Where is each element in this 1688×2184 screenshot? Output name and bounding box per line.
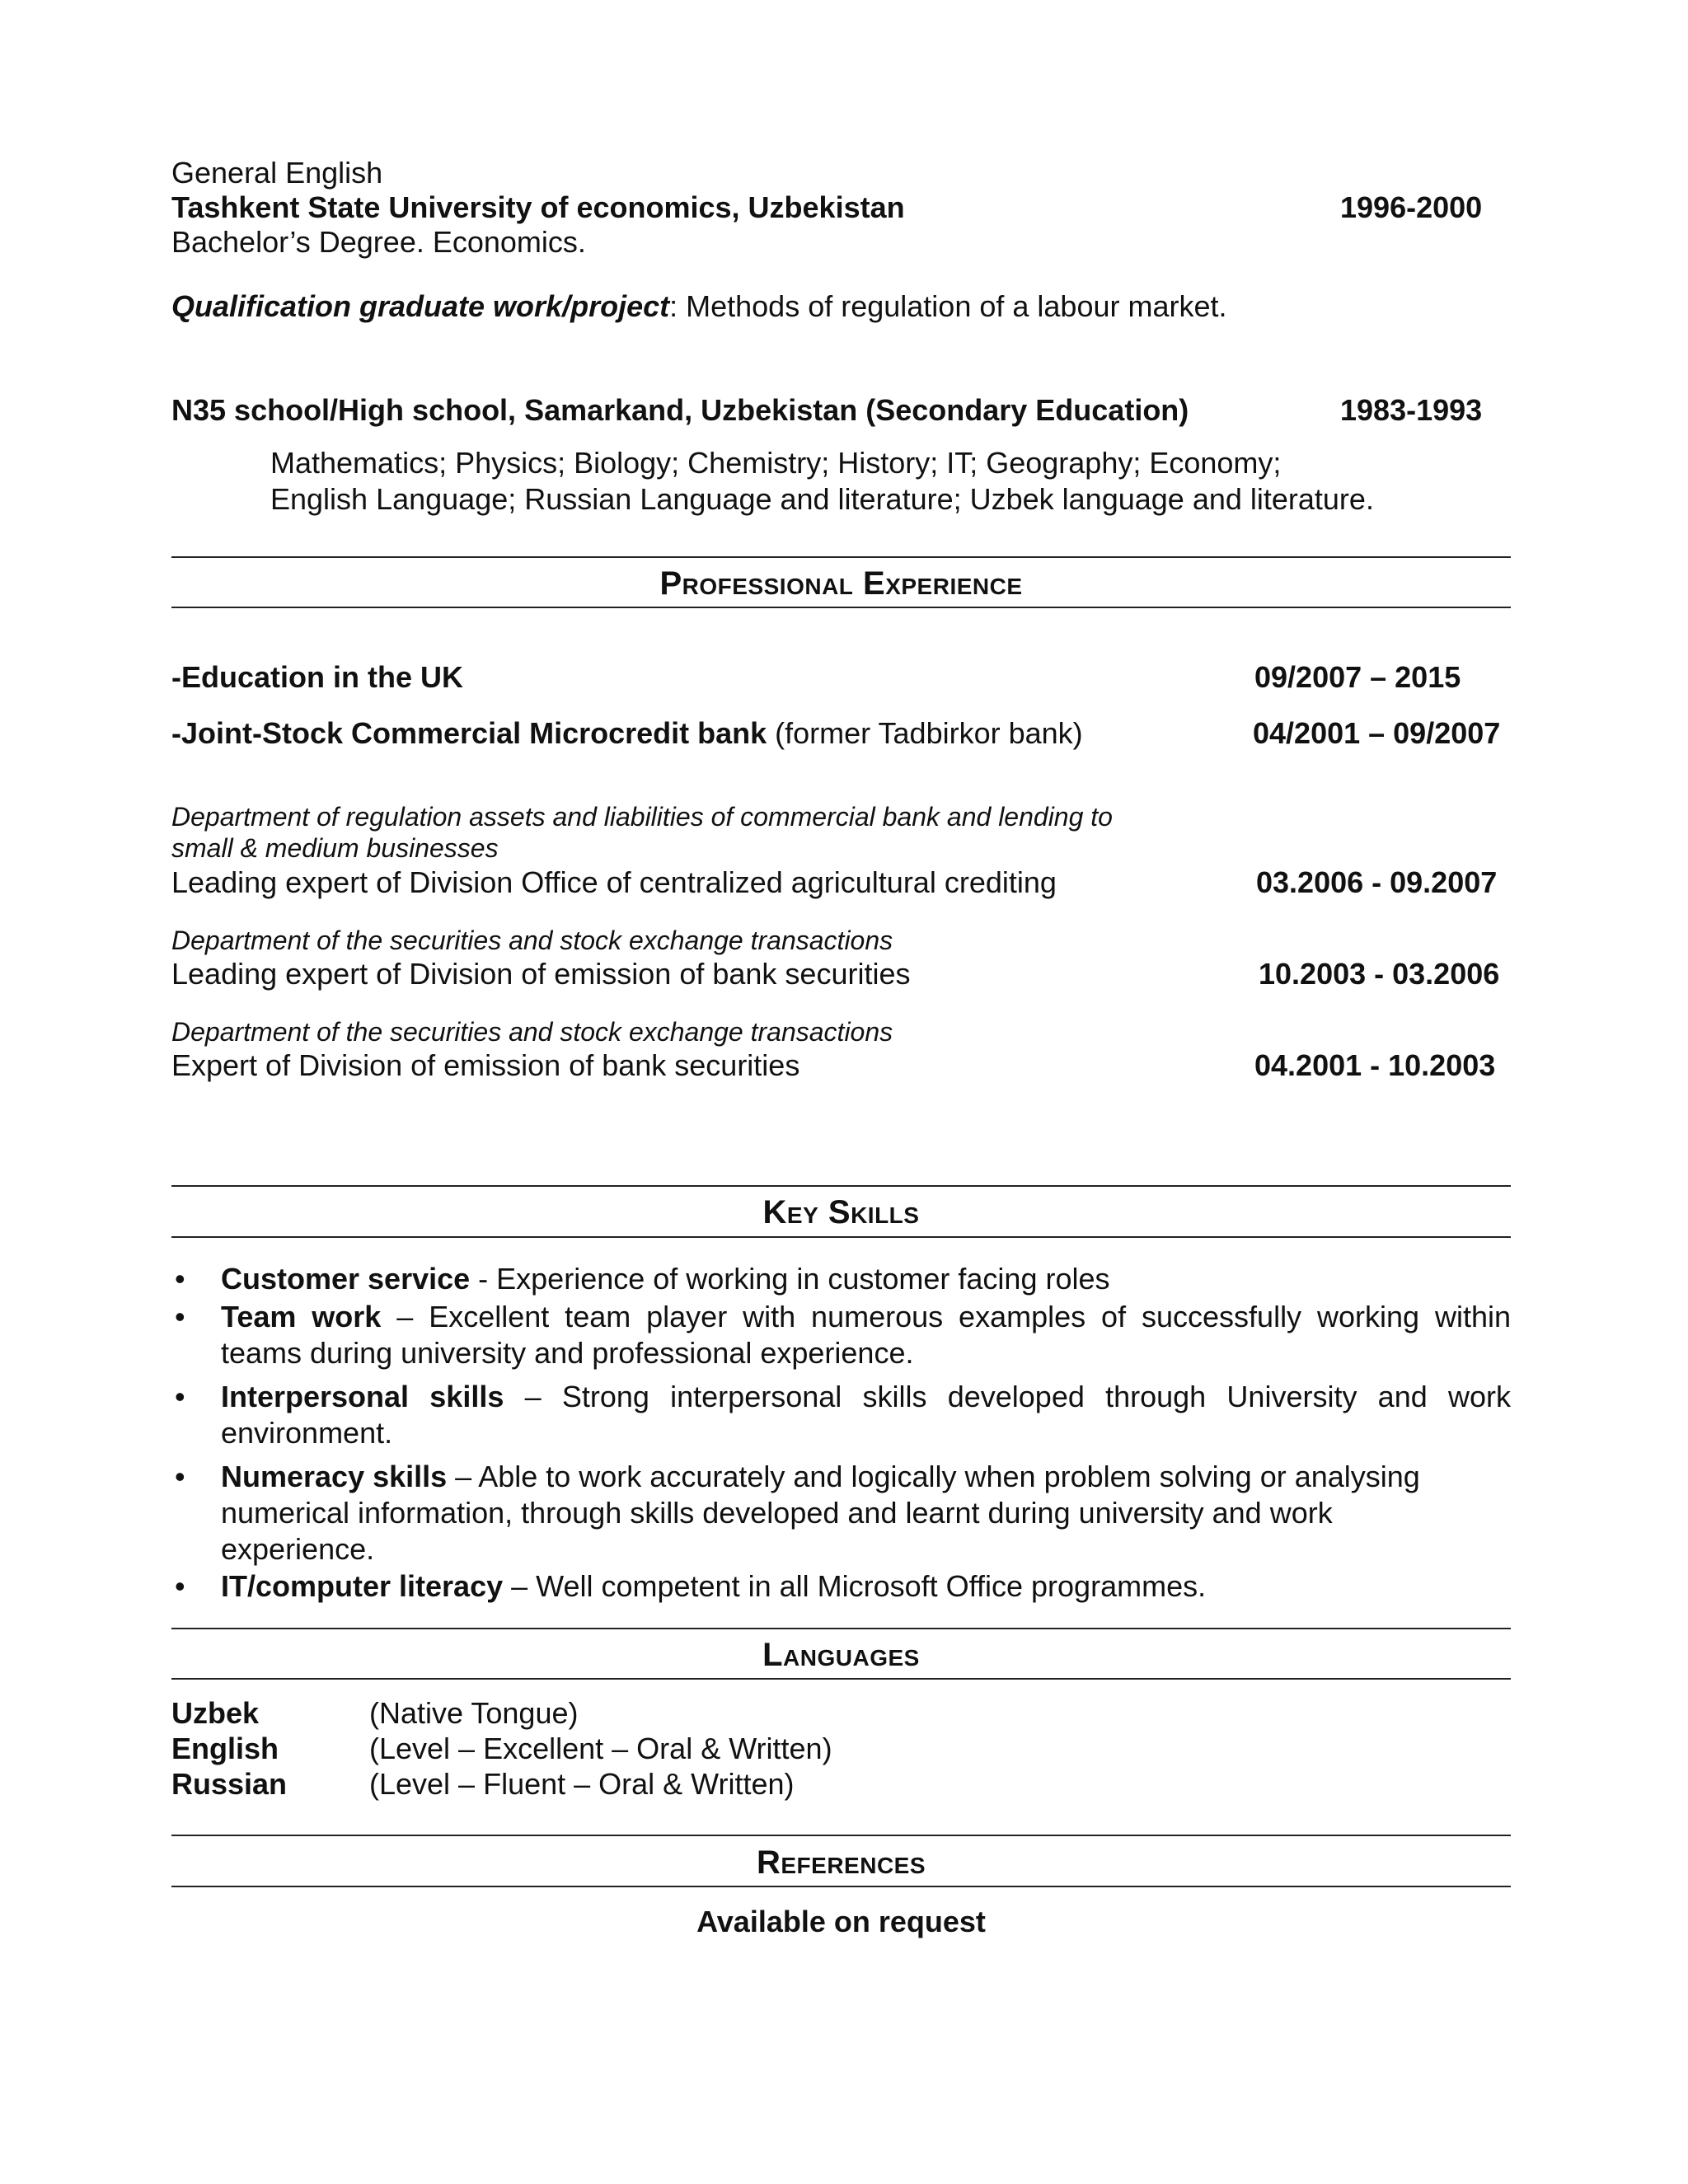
skill-item [171, 1459, 1511, 1568]
experience-uk-dates: 09/2007 – 2015 [1254, 660, 1461, 694]
language-level: (Level – Excellent – Oral & Written) [369, 1732, 832, 1765]
languages-rule-top [171, 1628, 1511, 1629]
role-department-line: small & medium businesses [171, 833, 499, 863]
experience-bank-title: -Joint-Stock Commercial Microcredit bank [171, 716, 767, 750]
skills-rule-top [171, 1185, 1511, 1187]
languages-rule-bottom [171, 1678, 1511, 1680]
experience-bank-note: (former Tadbirkor bank) [767, 716, 1083, 750]
school-subjects-line-1: Mathematics; Physics; Biology; Chemistry; History; IT; Geography; Economy; [270, 446, 1282, 480]
language-name: Russian [171, 1767, 288, 1801]
language-level: (Level – Fluent – Oral & Written) [369, 1767, 795, 1801]
school-years: 1983-1993 [1340, 393, 1483, 427]
bullet-dot: • [175, 1300, 185, 1333]
references-rule-top [171, 1835, 1511, 1836]
role-department-line: Department of regulation assets and liabilities of commercial bank and lending to [171, 802, 1113, 832]
graduate-project-text: Methods of regulation of a labour market. [678, 289, 1227, 323]
role-title: Leading expert of Division Office of centralized agricultural crediting [171, 865, 1057, 899]
experience-bank [171, 715, 1083, 751]
graduate-project [171, 288, 1227, 324]
role-dates: 03.2006 - 09.2007 [1256, 865, 1498, 899]
skill-text: numerical information, through skills developed and learnt during university and work [221, 1496, 1333, 1530]
bullet-dot: • [175, 1380, 185, 1413]
references-text: Available on request [696, 1905, 986, 1938]
university-name: Tashkent State University of economics, Uzbekistan [171, 190, 905, 224]
role-title: Leading expert of Division of emission of bank securities [171, 957, 911, 991]
languages-heading: Languages [762, 1637, 920, 1673]
education-prev-item: General English [171, 156, 383, 190]
school-name: N35 school/High school, Samarkand, Uzbekistan (Secondary Education) [171, 393, 1189, 427]
skill-label: Customer service [221, 1262, 471, 1296]
references-rule-bottom [171, 1886, 1511, 1887]
university-degree: Bachelor’s Degree. Economics. [171, 225, 586, 259]
skill-label: IT/computer literacy [221, 1569, 504, 1603]
language-name: English [171, 1732, 279, 1765]
skill-text: – Strong interpersonal skills developed through University and work environment. [221, 1380, 1511, 1450]
skill-item [171, 1568, 1511, 1605]
experience-uk-title: -Education in the UK [171, 660, 463, 694]
skills-rule-bottom [171, 1236, 1511, 1238]
bullet-dot: • [175, 1569, 185, 1603]
role-dates: 10.2003 - 03.2006 [1259, 957, 1500, 991]
experience-rule-top [171, 556, 1511, 558]
skill-text: – Able to work accurately and logically when problem solving or analysing [447, 1460, 1420, 1493]
language-name: Uzbek [171, 1696, 260, 1730]
experience-bank-dates: 04/2001 – 09/2007 [1253, 716, 1501, 750]
skill-text: – Well competent in all Microsoft Office programmes. [503, 1569, 1207, 1603]
skill-label: Interpersonal skills [221, 1380, 504, 1413]
skill-item [171, 1379, 1511, 1451]
skill-label: Team work [221, 1300, 382, 1333]
skills-heading: Key Skills [762, 1194, 920, 1230]
role-title: Expert of Division of emission of bank securities [171, 1048, 800, 1082]
role-dates: 04.2001 - 10.2003 [1254, 1048, 1496, 1082]
skill-label: Numeracy skills [221, 1460, 448, 1493]
skill-text: – Excellent team player with numerous examples of successfully working within teams during university and professional experience. [221, 1300, 1511, 1370]
language-level: (Native Tongue) [369, 1696, 579, 1730]
bullet-dot: • [175, 1262, 185, 1296]
references-heading: References [756, 1844, 926, 1881]
skill-item [171, 1261, 1511, 1297]
bullet-dot: • [175, 1460, 185, 1493]
skill-item [171, 1299, 1511, 1371]
university-years: 1996-2000 [1340, 190, 1483, 224]
experience-heading: Professional Experience [659, 565, 1023, 602]
skill-text: - Experience of working in customer facing roles [470, 1262, 1110, 1296]
experience-rule-bottom [171, 607, 1511, 608]
graduate-project-separator: : [669, 289, 678, 323]
skill-text: experience. [221, 1532, 375, 1566]
graduate-project-label: Qualification graduate work/project [171, 289, 670, 323]
school-subjects-line-2: English Language; Russian Language and literature; Uzbek language and literature. [270, 482, 1374, 516]
role-department-line: Department of the securities and stock exchange transactions [171, 926, 893, 955]
role-department-line: Department of the securities and stock exchange transactions [171, 1017, 893, 1047]
